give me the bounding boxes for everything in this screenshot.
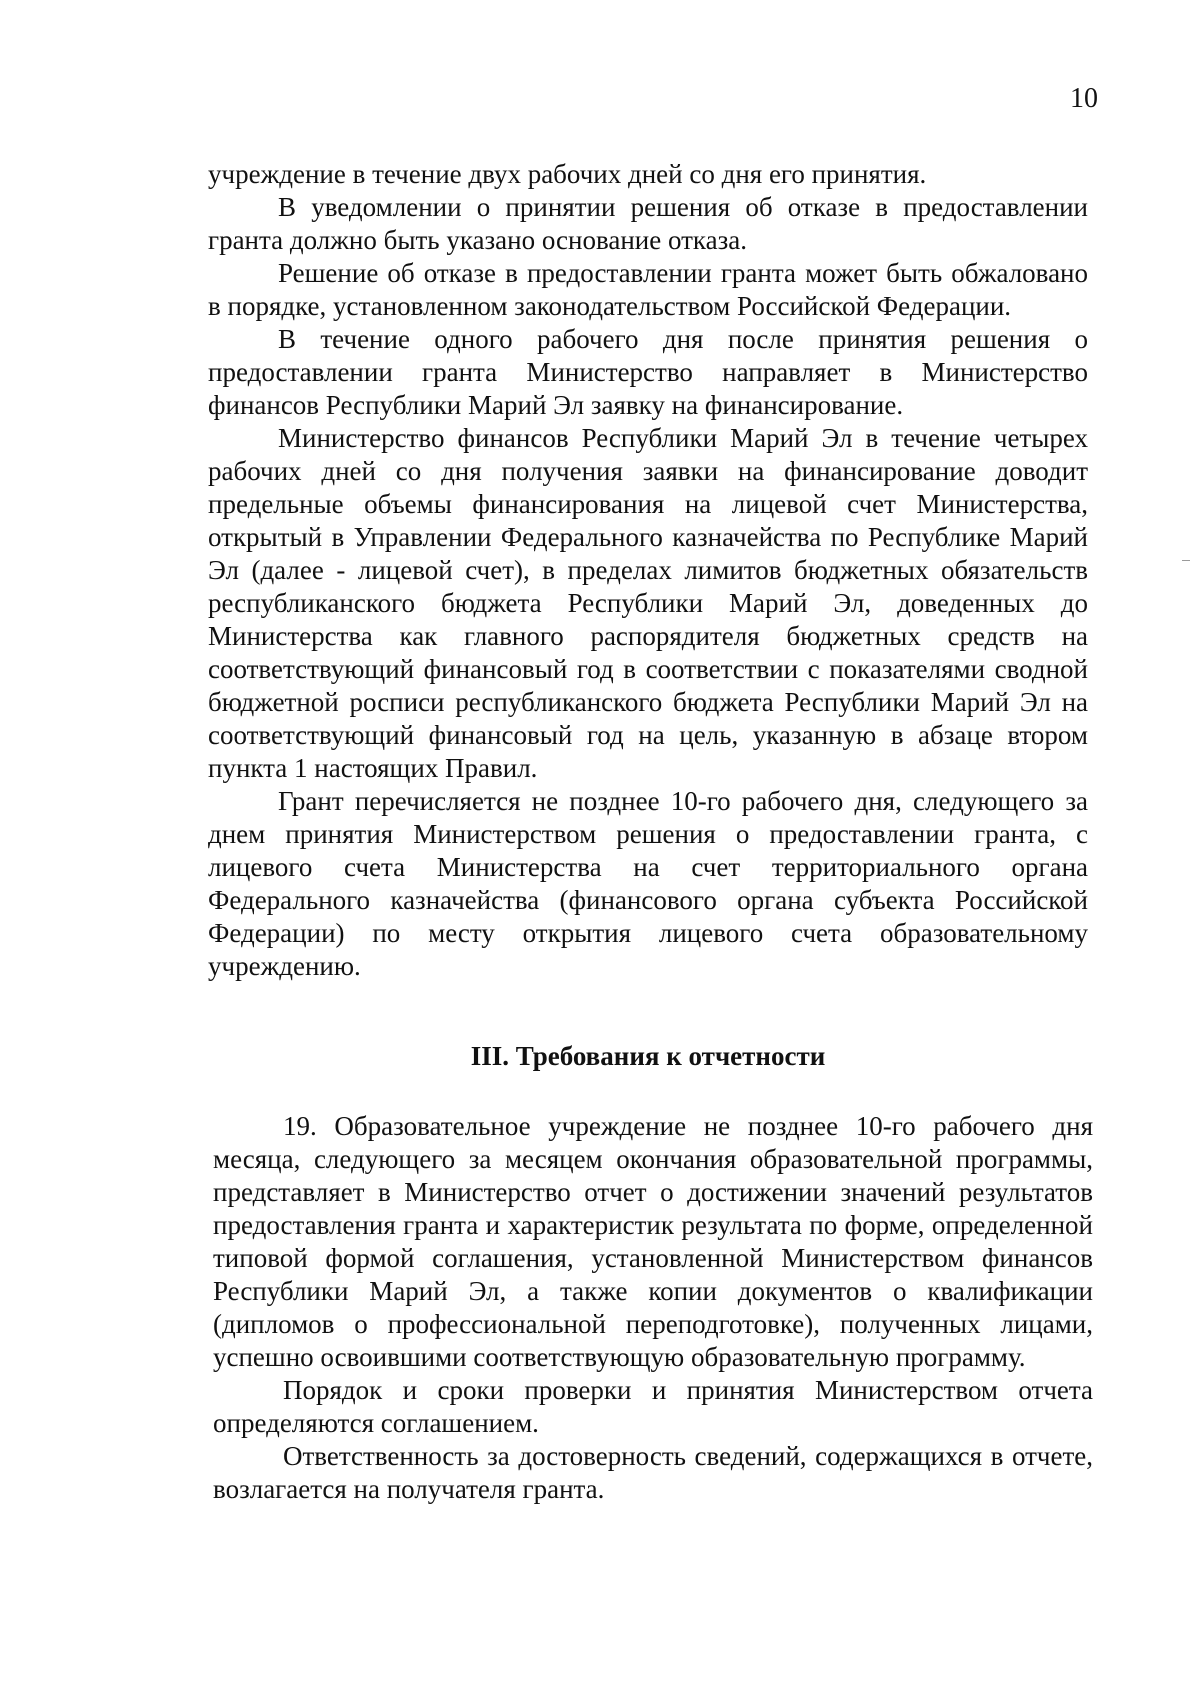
paragraph-continuation: учреждение в течение двух рабочих дней со дня его принятия. <box>208 159 927 189</box>
page-number: 10 <box>1070 83 1098 114</box>
paragraph-refusal-appeal: Решение об отказе в предоставлении гранта может быть обжаловано в порядке, установленном законодательством Российской Федерации. <box>208 258 1088 321</box>
scan-artifact <box>1182 560 1190 561</box>
paragraph-grant-transfer: Грант перечисляется не позднее 10-го рабочего дня, следующего за днем принятия Министерством решения о предоставлении гранта, с лицевого счета Министерства на счет территориального органа Федерального казначейства (финансового органа субъекта Российской Федерации) по месту открытия лицевого счета образовательному учреждению. <box>208 786 1088 981</box>
paragraph-refusal-notice: В уведомлении о принятии решения об отказе в предоставлении гранта должно быть указано основание отказа. <box>208 192 1088 255</box>
paragraph-responsibility: Ответственность за достоверность сведений, содержащихся в отчете, возлагается на получателя гранта. <box>213 1441 1093 1504</box>
paragraph-financing-limits: Министерство финансов Республики Марий Эл в течение четырех рабочих дней со дня получения заявки на финансирование доводит предельные объемы финансирования на лицевой счет Министерства, открытый в Управлении Федерального казначейства по Республике Марий Эл (далее - лицевой счет), в пределах лимитов бюджетных обязательств республиканского бюджета Республики Марий Эл, доведенных до Министерства как главного распорядителя бюджетных средств на соответствующий финансовый год в соответствии с показателями сводной бюджетной росписи республиканского бюджета Республики Марий Эл на соответствующий финансовый год на цель, указанную в абзаце втором пункта 1 настоящих Правил. <box>208 423 1088 783</box>
body-text-top <box>208 158 1088 983</box>
paragraph-report-verification: Порядок и сроки проверки и принятия Министерством отчета определяются соглашением. <box>213 1375 1093 1438</box>
section-heading-reporting: III. Требования к отчетности <box>470 1041 826 1071</box>
paragraph-item-19: 19. Образовательное учреждение не позднее 10-го рабочего дня месяца, следующего за месяцем окончания образовательной программы, представляет в Министерство отчет о достижении значений результатов предоставления гранта и характеристик результата по форме, определенной типовой формой соглашения, установленной Министерством финансов Республики Марий Эл, а также копии документов о квалификации (дипломов о профессиональной переподготовке), полученных лицами, успешно освоившими соответствующую образовательную программу. <box>213 1111 1093 1372</box>
paragraph-financing-request: В течение одного рабочего дня после принятия решения о предоставлении гранта Министерство направляет в Министерство финансов Республики Марий Эл заявку на финансирование. <box>208 324 1088 420</box>
body-text-reporting <box>213 1110 1093 1506</box>
